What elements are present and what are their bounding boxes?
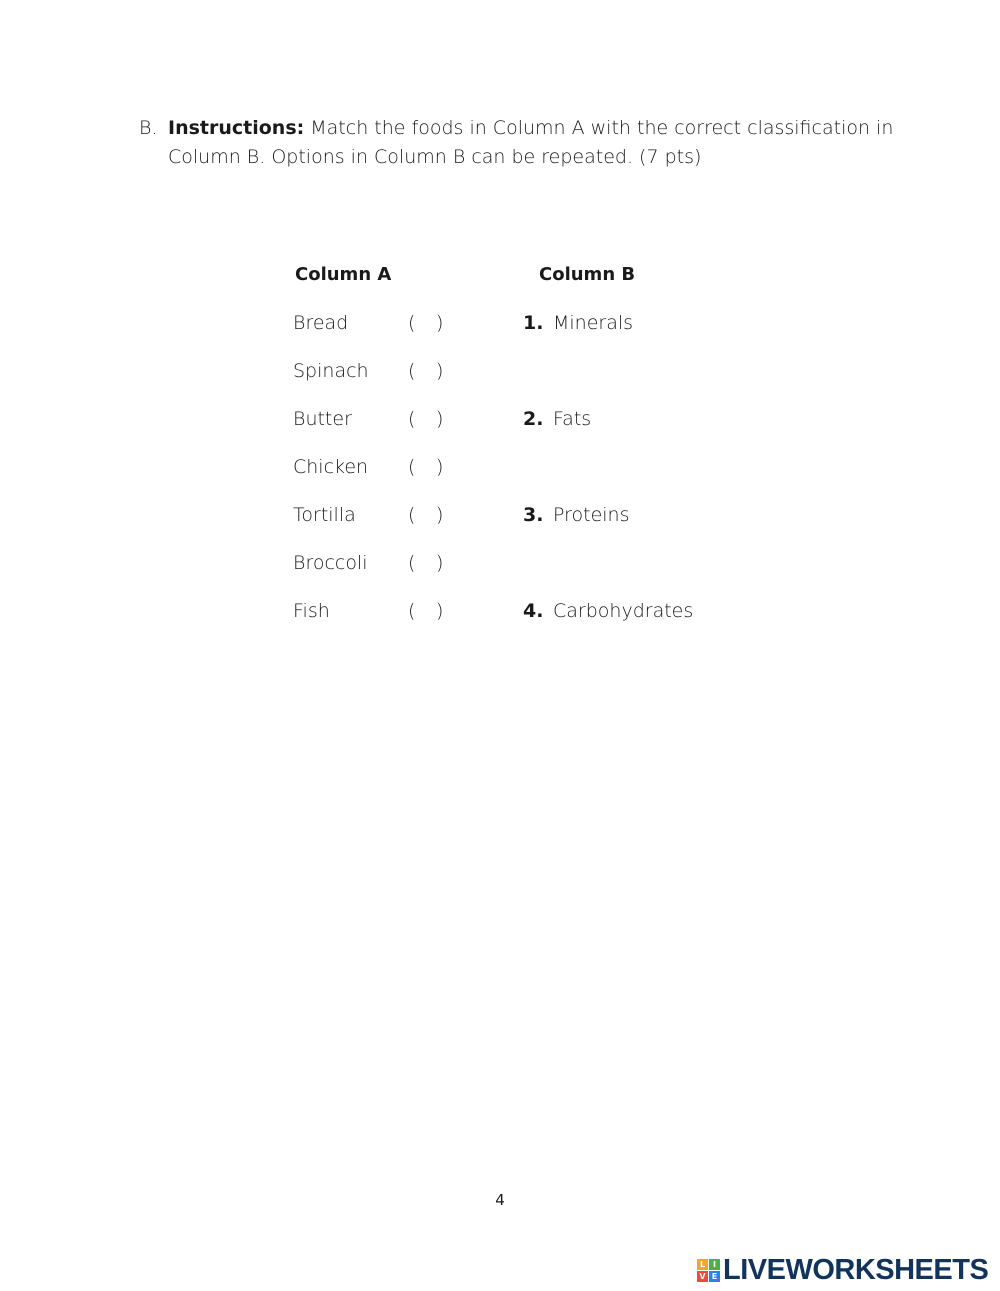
close-paren: ): [436, 552, 444, 574]
option-label: Proteins: [553, 504, 630, 526]
food-row: [0, 312, 1000, 342]
food-name: Butter: [293, 408, 352, 430]
food-name: Fish: [293, 600, 330, 622]
section-letter: B.: [139, 117, 158, 139]
open-paren: (: [408, 456, 416, 478]
logo-letter: L: [697, 1259, 708, 1270]
open-paren: (: [408, 408, 416, 430]
logo-mark-icon: [697, 1259, 720, 1282]
food-name: Chicken: [293, 456, 369, 478]
logo-letter: V: [697, 1271, 708, 1282]
open-paren: (: [408, 312, 416, 334]
food-row: [0, 456, 1000, 486]
close-paren: ): [436, 408, 444, 430]
option-number: 2.: [523, 408, 544, 430]
food-row: [0, 600, 1000, 630]
instructions-block: [139, 114, 899, 172]
instructions-text: [168, 114, 899, 172]
close-paren: ): [436, 504, 444, 526]
food-name: Bread: [293, 312, 349, 334]
open-paren: (: [408, 504, 416, 526]
option-number: 4.: [523, 600, 544, 622]
page-number: 4: [495, 1191, 505, 1209]
close-paren: ): [436, 360, 444, 382]
option-label: Fats: [553, 408, 592, 430]
food-row: [0, 552, 1000, 582]
option-label: Carbohydrates: [553, 600, 694, 622]
food-name: Tortilla: [293, 504, 356, 526]
option-number: 3.: [523, 504, 544, 526]
food-row: [0, 408, 1000, 438]
logo-letter: E: [709, 1271, 720, 1282]
liveworksheets-logo: [697, 1255, 988, 1285]
option-label: Minerals: [553, 312, 634, 334]
instructions-label: Instructions:: [168, 117, 305, 139]
logo-letter: I: [709, 1259, 720, 1270]
column-a-header: Column A: [295, 264, 392, 285]
open-paren: (: [408, 360, 416, 382]
food-row: [0, 504, 1000, 534]
open-paren: (: [408, 552, 416, 574]
close-paren: ): [436, 456, 444, 478]
brand-name: LIVEWORKSHEETS: [723, 1253, 989, 1286]
close-paren: ): [436, 600, 444, 622]
open-paren: (: [408, 600, 416, 622]
food-row: [0, 360, 1000, 390]
option-number: 1.: [523, 312, 544, 334]
instructions-body: Match the foods in Column A with the correct classification in Column B. Options in Column B can be repeated. (7 pts): [168, 117, 894, 168]
column-b-header: Column B: [539, 264, 636, 285]
food-name: Spinach: [293, 360, 369, 382]
close-paren: ): [436, 312, 444, 334]
food-name: Broccoli: [293, 552, 368, 574]
